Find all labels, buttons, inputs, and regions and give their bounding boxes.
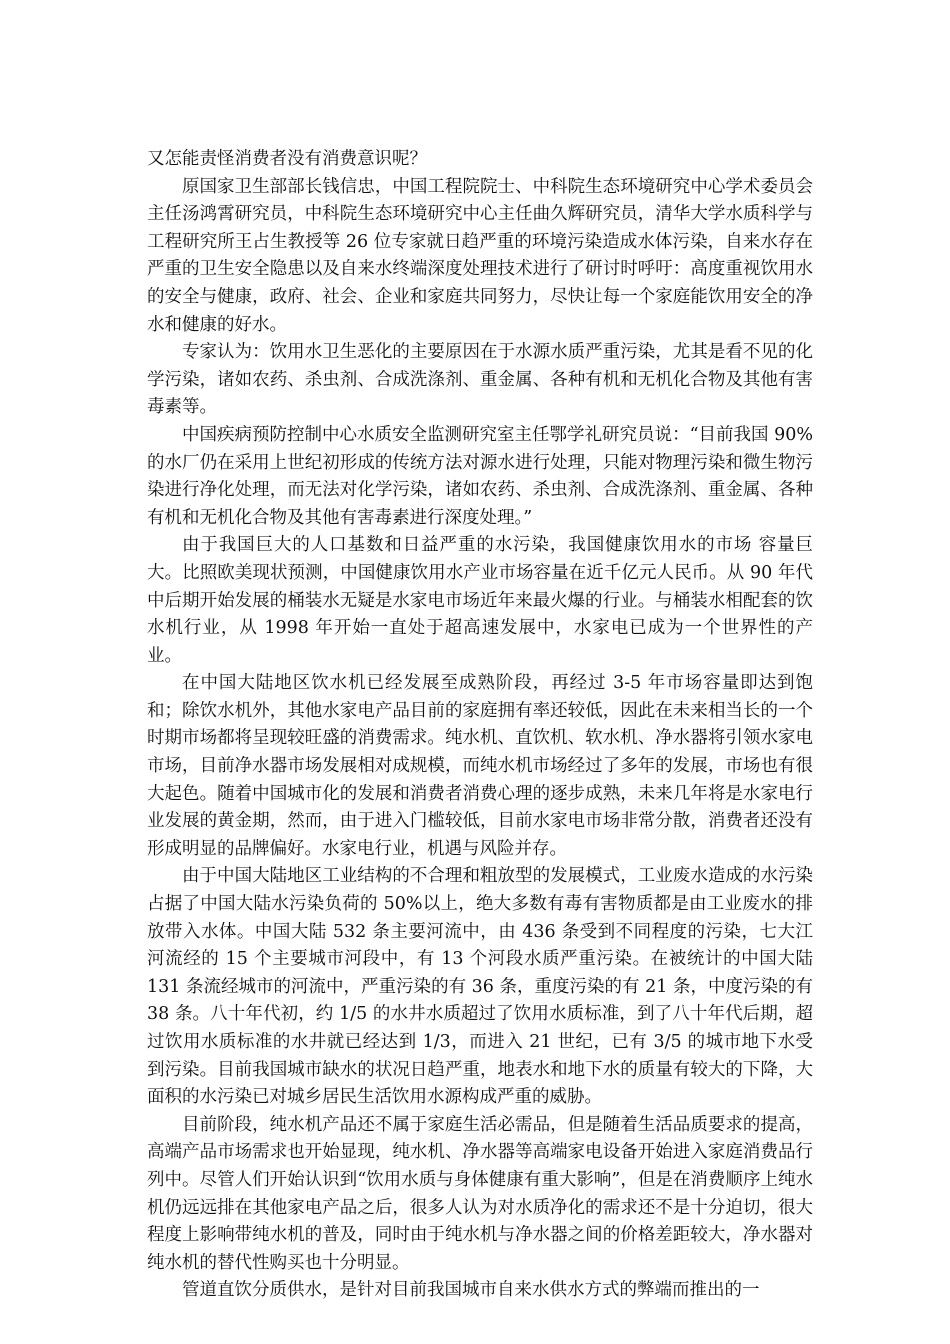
paragraph-pipeline-supply: 管道直饮分质供水，是针对目前我国城市自来水供水方式的弊端而推出的一 — [182, 1280, 760, 1301]
paragraph-continuation: 又怎能责怪消费者没有消费意识呢？ — [147, 149, 427, 169]
paragraph-expert-appeal: 原国家卫生部部长钱信忠，中国工程院院士、中科院生态环境研究中心学术委员会主任汤鸿霄研究员，中科院生态环境研究中心主任曲久辉研究员，清华大学水质科学与工程研究所王占生教授等 26 位专家就日趋严重的环境污染造成水体污染，自来水存在严重的卫生安全隐患以及自来水终端深度处理技术进行了研讨时呼吁：高度重视饮用水的安全与健康，政府、社会、企业和家庭共同努力，尽快让每一个家庭能饮用安全的净水和健康的好水。 — [147, 176, 813, 335]
paragraph-market-outlook: 在中国大陆地区饮水机已经发展至成熟阶段，再经过 3-5 年市场容量即达到饱和；除饮水机外，其他水家电产品目前的家庭拥有率还较低，因此在未来相当长的一个时期市场都将呈现较旺盛的消费需求。纯水机、直饮机、软水机、净水器将引领水家电市场，目前净水器市场发展相对成规模，而纯水机市场经过了多年的发展，市场也有很大起色。随着中国城市化的发展和消费者消费心理的逐步成熟，未来几年将是水家电行业发展的黄金期，然而，由于进入门槛较低，目前水家电市场非常分散，消费者还没有形成明显的品牌偏好。水家电行业，机遇与风险并存。 — [147, 673, 813, 859]
paragraph-pollution-causes: 专家认为：饮用水卫生恶化的主要原因在于水源水质严重污染，尤其是看不见的化学污染，诸如农药、杀虫剂、合成洗涤剂、重金属、各种有机和无机化合物及其他有害毒素等。 — [147, 342, 813, 418]
paragraph-industrial-pollution: 由于中国大陆地区工业结构的不合理和粗放型的发展模式，工业废水造成的水污染占据了中国大陆水污染负荷的 50%以上，绝大多数有毒有害物质都是由工业废水的排放带入水体。中国大陆 532 条主要河流中，由 436 条受到不同程度的污染，七大江河流经的 15 个主要城市河段中，有 13 个河段水质严重污染。在被统计的中国大陆 131 条流经城市的河流中，严重污染的有 36 条，重度污染的有 21 条，中度污染的有 38 条。八十年代初，约 1/5 的水井水质超过了饮用水质标准，到了八十年代后期，超过饮用水质标准的水井就已经达到 1/3，而进入 21 世纪，已有 3/5 的城市地下水受到污染。目前我国城市缺水的状况日趋严重，地表水和地下水的质量有较大的下降，大面积的水污染已对城乡居民生活饮用水源构成严重的威胁。 — [147, 866, 813, 1108]
paragraph-cdc-quote: 中国疾病预防控制中心水质安全监测研究室主任鄂学礼研究员说：“目前我国 90%的水厂仍在采用上世纪初形成的传统方法对源水进行处理，只能对物理污染和微生物污染进行净化处理，而无法对化学污染，诸如农药、杀虫剂、合成洗涤剂、重金属、各种有机和无机化合物及其他有害毒素进行深度处理。” — [147, 424, 813, 528]
document-page — [147, 146, 813, 1305]
paragraph-consumer-demand: 目前阶段，纯水机产品还不属于家庭生活必需品，但是随着生活品质要求的提高，高端产品市场需求也开始显现，纯水机、净水器等高端家电设备开始进入家庭消费品行列中。尽管人们开始认识到“饮用水质与身体健康有重大影响”，但是在消费顺序上纯水机仍远远排在其他家电产品之后，很多人认为对水质净化的需求还不是十分迫切，很大程度上影响带纯水机的普及，同时由于纯水机与净水器之间的价格差距较大，净水器对纯水机的替代性购买也十分明显。 — [147, 1114, 813, 1273]
paragraph-market-size: 由于我国巨大的人口基数和日益严重的水污染，我国健康饮用水的市场 容量巨大。比照欧美现状预测，中国健康饮用水产业市场容量在近千亿元人民币。从 90 年代中后期开始发展的桶装水无疑是水家电市场近年来最火爆的行业。与桶装水相配套的饮水机行业，从 1998 年开始一直处于超高速发展中，水家电已成为一个世界性的产业。 — [147, 535, 813, 666]
